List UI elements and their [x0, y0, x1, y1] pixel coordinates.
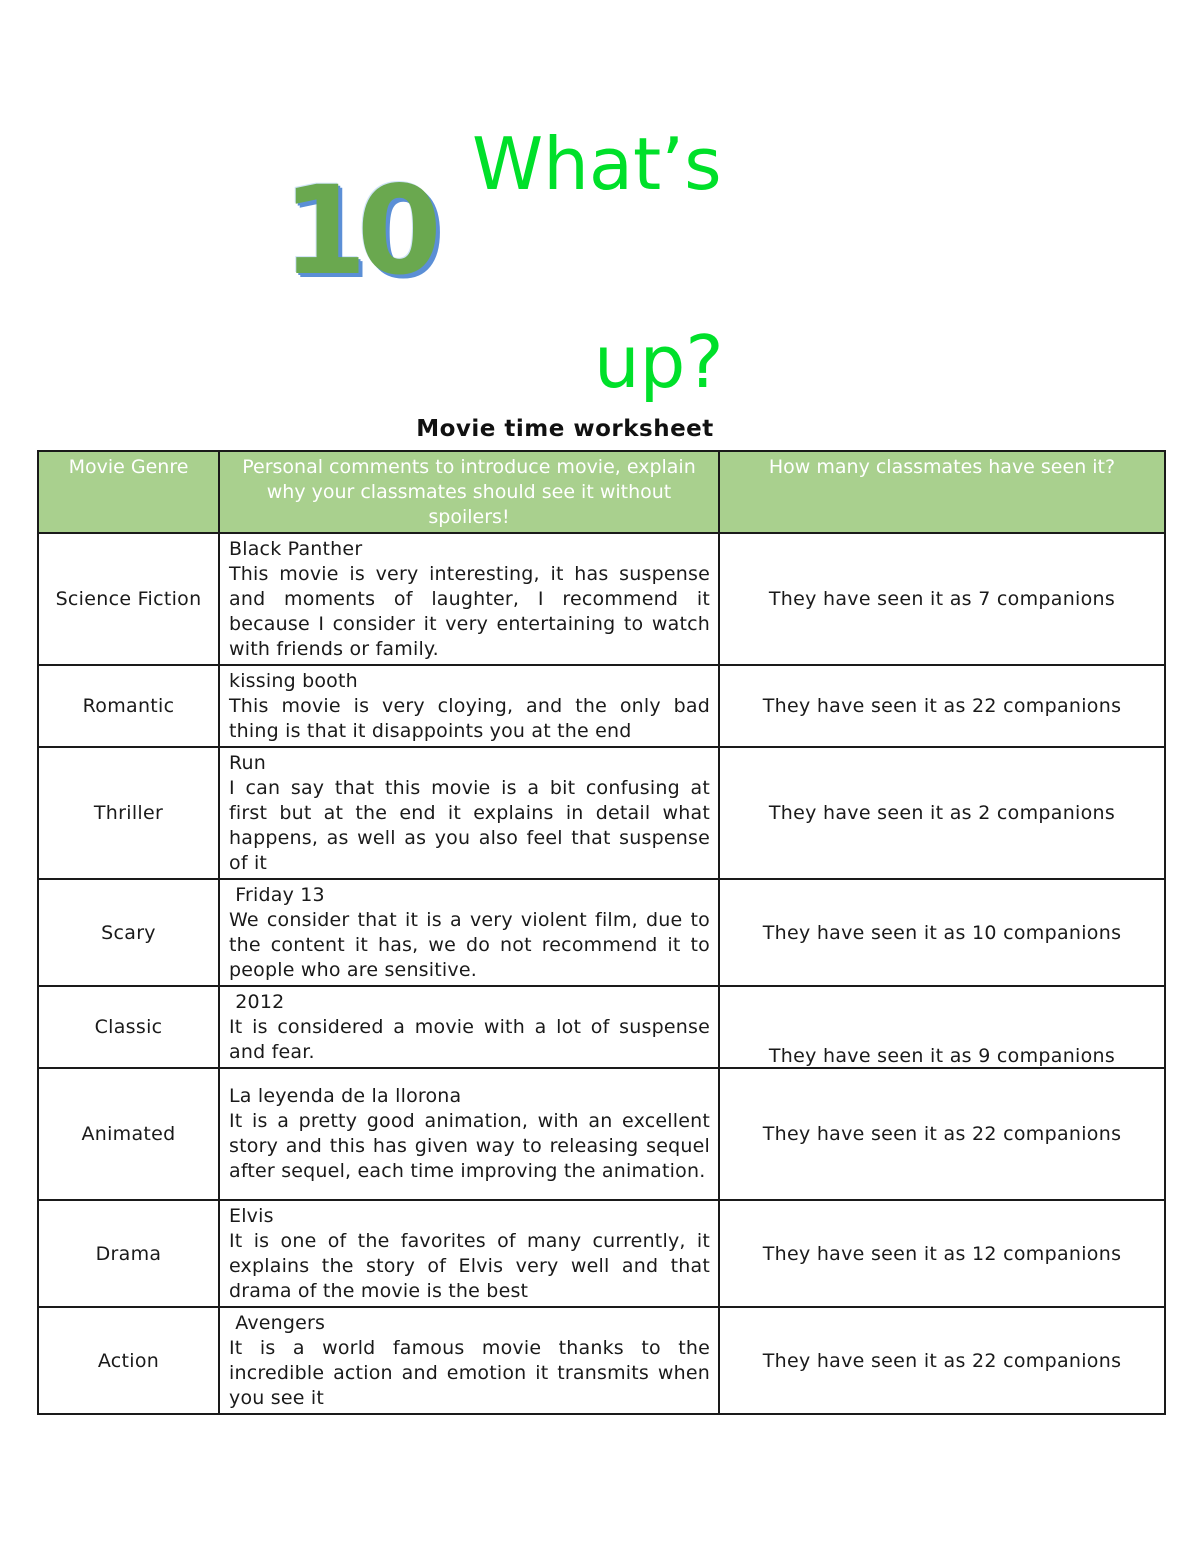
movie-comment: It is one of the favorites of many currently, it explains the story of Elvis very well and that drama of the movie is the best	[229, 1229, 710, 1302]
count-cell: They have seen it as 2 companions	[719, 747, 1165, 879]
count-cell: They have seen it as 22 companions	[719, 665, 1165, 747]
column-header-genre: Movie Genre	[38, 451, 219, 533]
comment-cell	[219, 1068, 719, 1200]
movie-title: Black Panther	[229, 537, 363, 560]
table-row	[38, 533, 1165, 665]
count-cell: They have seen it as 12 companions	[719, 1200, 1165, 1307]
title-line-2: up?	[594, 320, 724, 404]
movie-comment: I can say that this movie is a bit confusing at first but at the end it explains in detail what happens, as well as you also feel that suspense of it	[229, 776, 710, 874]
genre-cell: Romantic	[38, 665, 219, 747]
movie-title: Elvis	[229, 1204, 274, 1227]
table-row	[38, 1068, 1165, 1200]
movie-title: La leyenda de la llorona	[229, 1085, 462, 1107]
table-header-row	[38, 451, 1165, 533]
movie-comment: This movie is very cloying, and the only bad thing is that it disappoints you at the end	[229, 694, 710, 742]
movie-title: Avengers	[229, 1311, 326, 1334]
movie-title: kissing booth	[229, 669, 358, 692]
movie-comment: This movie is very interesting, it has suspense and moments of laughter, I recommend it because I consider it very entertaining to watch with friends or family.	[229, 562, 710, 660]
count-cell: They have seen it as 9 companions	[719, 986, 1165, 1068]
movie-title: Friday 13	[229, 883, 325, 906]
movie-comment: We consider that it is a very violent film, due to the content it has, we do not recommend it to people who are sensitive.	[229, 908, 710, 981]
column-header-count: How many classmates have seen it?	[719, 451, 1165, 533]
worksheet-subtitle: Movie time worksheet	[416, 416, 714, 442]
genre-cell: Scary	[38, 879, 219, 986]
comment-cell	[219, 533, 719, 665]
worksheet-header	[0, 0, 1200, 450]
logo-number-10: 10	[282, 160, 432, 302]
comment-cell	[219, 879, 719, 986]
table-row	[38, 986, 1165, 1068]
movie-title: Run	[229, 751, 267, 774]
genre-cell: Drama	[38, 1200, 219, 1307]
comment-cell	[219, 1307, 719, 1414]
column-header-comments: Personal comments to introduce movie, explain why your classmates should see it without spoilers!	[219, 451, 719, 533]
movie-comment: It is considered a movie with a lot of suspense and fear.	[229, 1015, 710, 1063]
table-row	[38, 879, 1165, 986]
table-row	[38, 747, 1165, 879]
movie-title: 2012	[229, 990, 285, 1013]
count-cell: They have seen it as 7 companions	[719, 533, 1165, 665]
movie-table	[37, 450, 1166, 1415]
comment-cell	[219, 986, 719, 1068]
genre-cell: Action	[38, 1307, 219, 1414]
comment-cell	[219, 665, 719, 747]
comment-cell	[219, 1200, 719, 1307]
movie-comment: It is a pretty good animation, with an excellent story and this has given way to releasing sequel after sequel, each time improving the animation.	[229, 1110, 710, 1182]
count-cell: They have seen it as 22 companions	[719, 1068, 1165, 1200]
movie-comment: It is a world famous movie thanks to the incredible action and emotion it transmits when you see it	[229, 1336, 710, 1409]
title-line-1: What’s	[472, 122, 722, 206]
count-cell: They have seen it as 10 companions	[719, 879, 1165, 986]
table-row	[38, 665, 1165, 747]
table-row	[38, 1200, 1165, 1307]
genre-cell: Science Fiction	[38, 533, 219, 665]
table-row	[38, 1307, 1165, 1414]
genre-cell: Classic	[38, 986, 219, 1068]
genre-cell: Thriller	[38, 747, 219, 879]
comment-cell	[219, 747, 719, 879]
count-cell: They have seen it as 22 companions	[719, 1307, 1165, 1414]
genre-cell: Animated	[38, 1068, 219, 1200]
